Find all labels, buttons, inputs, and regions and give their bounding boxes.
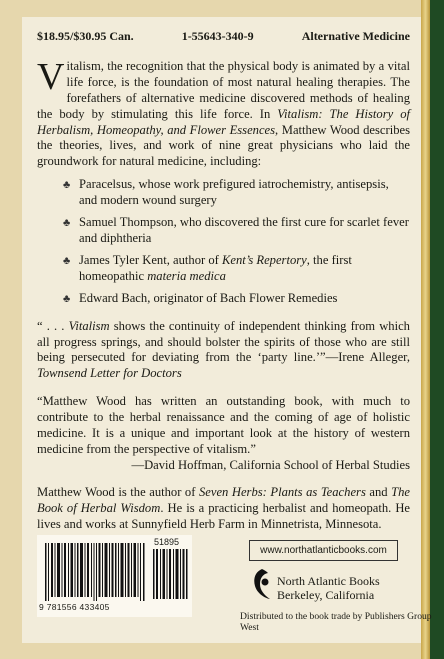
drop-cap: V [37, 55, 65, 98]
distribution-note: Distributed to the book trade by Publishers Group West [240, 611, 432, 633]
publisher-location: Berkeley, California [277, 588, 375, 602]
publisher-name-block [277, 574, 380, 602]
leaf-bullet-icon: ♣ [63, 254, 71, 267]
price: $18.95/$30.95 Can. [37, 29, 134, 43]
intro-text-2: , Matthew Wood describes the theories, lives, and work of nine great physicians who laid the groundwork for natural medicine, including: [37, 122, 410, 169]
barcode-price-code: 51895 [154, 537, 180, 547]
list-item-text: Paracelsus, whose work prefigured iatrochemistry, antisepsis, and modern wound surgery [79, 177, 389, 208]
isbn: 1-55643-340-9 [181, 29, 254, 43]
top-info-line [37, 29, 410, 45]
list-item [63, 177, 410, 209]
green-spine-strip [430, 0, 444, 659]
intro-paragraph [37, 55, 410, 170]
quote-source: Townsend Letter for Doctors [37, 366, 182, 381]
publisher-url-box: www.northatlanticbooks.com [249, 540, 398, 561]
list-item [63, 291, 410, 307]
price-barcode-bars [153, 549, 189, 599]
publisher-name: North Atlantic Books [277, 574, 380, 588]
list-item [63, 253, 410, 285]
leaf-bullet-icon: ♣ [63, 179, 71, 192]
list-item-text: Samuel Thompson, who discovered the first cure for scarlet fever and diphtheria [79, 215, 409, 245]
gold-border-strip [421, 0, 430, 659]
bio-text: and [365, 484, 392, 499]
leaf-bullet-icon: ♣ [63, 292, 71, 305]
list-item-text: Edward Bach, originator of Bach Flower Remedies [79, 290, 338, 305]
physician-list [37, 177, 410, 306]
barcode [37, 535, 192, 617]
category: Alternative Medicine [301, 29, 410, 43]
quote-text: shows the continuity of independent thinking from which all progress springs, and should bolster the spirits of those who are still being persecuted for deviating from the ‘party line.’”—Irene Alleger, [37, 318, 410, 365]
bio-text: . He is a practicing herbalist and homeopath. He lives and works at Sunnyfield Herb Farm in Minnetrista, Minnesota. [37, 500, 411, 531]
list-item [63, 215, 410, 247]
quote-open: “ . . . [37, 318, 69, 333]
bio-book-title: Seven Herbs: Plants as Teachers [198, 484, 366, 499]
quote-book-title: Vitalism [68, 318, 110, 333]
list-item-book-title: Kent’s Repertory [221, 252, 307, 267]
bio-text: Matthew Wood is the author of [37, 484, 199, 499]
quote-text: “Matthew Wood has written an outstanding book, with much to contribute to the herbal renaissance and the coming of age of holistic medicine. It is a unique and important look at the history of western medicine from the perspective of vitalism.” [37, 394, 410, 456]
bio-book-title: The Book of Herbal Wisdom [37, 484, 410, 515]
quote-attribution: —David Hoffman, California School of Herbal Studies [131, 457, 410, 472]
author-bio [37, 485, 410, 533]
book-title: Vitalism: The History of Herbalism, Homeopathy, and Flower Essences [37, 106, 410, 137]
cover-text [37, 29, 410, 545]
list-item-text: James Tyler Kent, author of [79, 252, 222, 267]
leaf-bullet-icon: ♣ [63, 217, 71, 230]
barcode-digits: 9 781556 433405 [39, 602, 110, 612]
review-quote-2 [37, 394, 410, 458]
publisher-logo-icon [252, 568, 272, 600]
list-item-term: materia medica [147, 268, 226, 283]
list-item-text: , the first homeopathic [79, 252, 352, 283]
intro-text-1: italism, the recognition that the physical body is animated by a vital life force, is the foundation of most natural healing therapies. The forefathers of alternative medicine discovered methods of healing the body by stimulating this life force. In [37, 58, 410, 121]
review-quote-1 [37, 319, 410, 383]
isbn-barcode-bars [45, 543, 147, 601]
